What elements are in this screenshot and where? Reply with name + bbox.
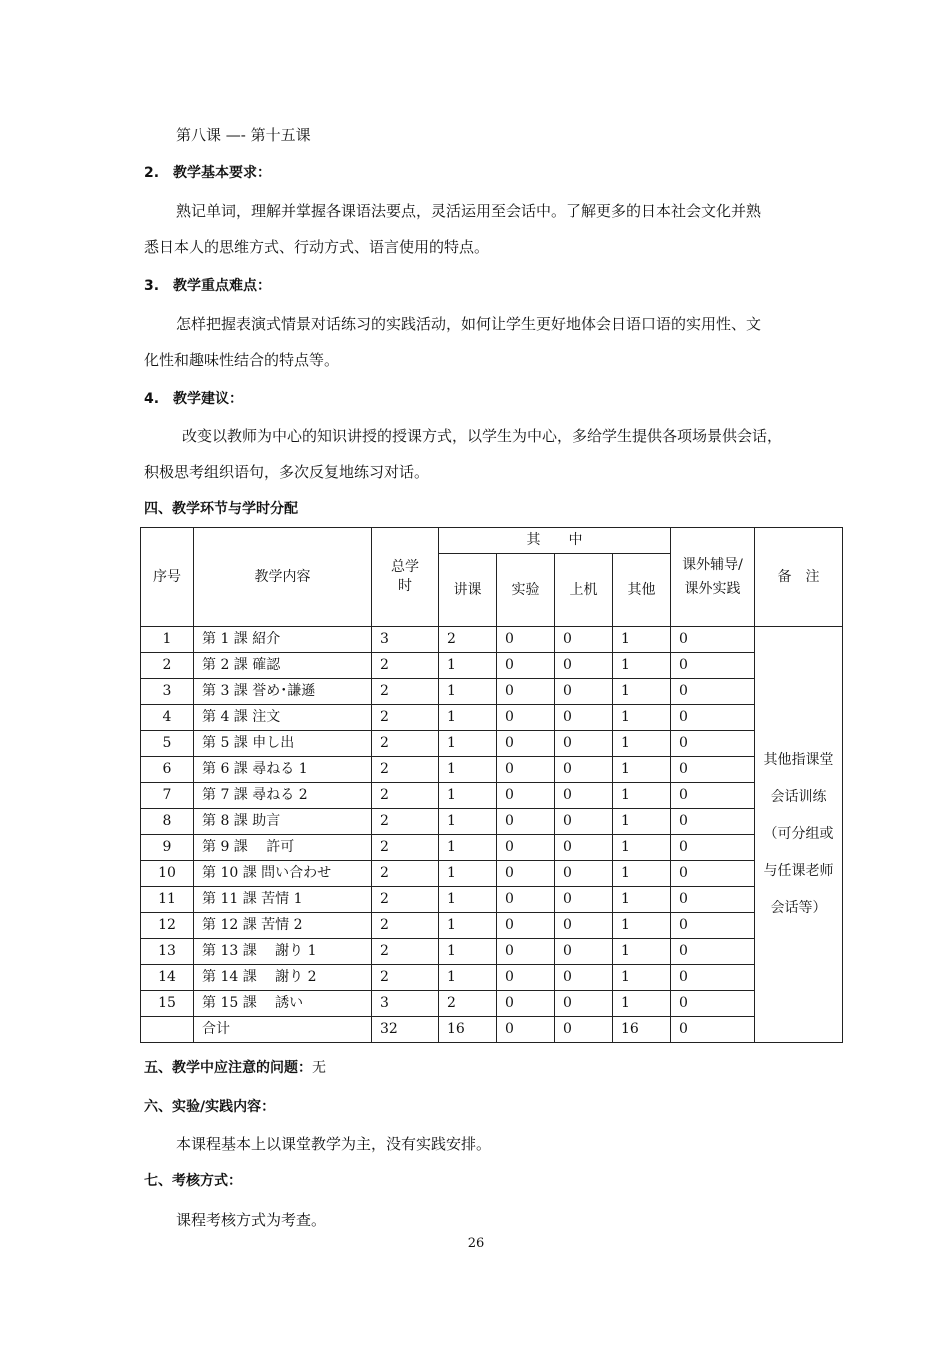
row-machine: 0: [555, 965, 613, 991]
row-lecture: 1: [439, 809, 497, 835]
row-content: 第 1 課 紹介: [194, 627, 372, 653]
row-outside: 0: [671, 835, 755, 861]
remark-cell: 其他指课堂会话训练（可分组或与任课老师会话等）: [755, 627, 843, 1043]
section-five-value: 无: [312, 1060, 326, 1076]
header-machine: 上机: [555, 554, 613, 627]
row-outside: 0: [671, 1017, 755, 1043]
row-experiment: 0: [497, 913, 555, 939]
row-lecture: 1: [439, 731, 497, 757]
table-row: [141, 653, 843, 679]
row-other: 1: [613, 809, 671, 835]
row-content: 第 7 課 尋ねる 2: [194, 783, 372, 809]
row-total: 2: [372, 757, 439, 783]
row-lecture: 2: [439, 991, 497, 1017]
row-other: 1: [613, 679, 671, 705]
row-machine: 0: [555, 627, 613, 653]
row-no: 15: [141, 991, 194, 1017]
row-no: 1: [141, 627, 194, 653]
row-experiment: 0: [497, 1017, 555, 1043]
table-row: [141, 783, 843, 809]
section-4-body-line2: 积极思考组织语句，多次反复地练习对话。: [144, 463, 430, 481]
table-row: [141, 835, 843, 861]
row-experiment: 0: [497, 653, 555, 679]
row-total: 2: [372, 913, 439, 939]
row-lecture: 2: [439, 627, 497, 653]
row-content: 第 14 課 謝り 2: [194, 965, 372, 991]
row-machine: 0: [555, 783, 613, 809]
row-experiment: 0: [497, 731, 555, 757]
row-no: 11: [141, 887, 194, 913]
row-experiment: 0: [497, 939, 555, 965]
row-outside: 0: [671, 731, 755, 757]
row-content: 第 15 課 誘い: [194, 991, 372, 1017]
row-other: 1: [613, 991, 671, 1017]
row-other: 1: [613, 705, 671, 731]
row-experiment: 0: [497, 809, 555, 835]
row-content: 第 3 課 誉め･謙遜: [194, 679, 372, 705]
row-lecture: 16: [439, 1017, 497, 1043]
header-other: 其他: [613, 554, 671, 627]
row-outside: 0: [671, 913, 755, 939]
row-outside: 0: [671, 809, 755, 835]
row-other: 1: [613, 731, 671, 757]
row-other: 1: [613, 861, 671, 887]
table-row: [141, 679, 843, 705]
row-outside: 0: [671, 757, 755, 783]
table-row: [141, 965, 843, 991]
row-content: 第 5 課 申し出: [194, 731, 372, 757]
row-lecture: 1: [439, 835, 497, 861]
table-row: [141, 1017, 843, 1043]
row-experiment: 0: [497, 965, 555, 991]
row-experiment: 0: [497, 835, 555, 861]
row-outside: 0: [671, 627, 755, 653]
row-no: 2: [141, 653, 194, 679]
row-experiment: 0: [497, 783, 555, 809]
row-outside: 0: [671, 887, 755, 913]
row-experiment: 0: [497, 679, 555, 705]
row-machine: 0: [555, 653, 613, 679]
row-outside: 0: [671, 679, 755, 705]
row-machine: 0: [555, 913, 613, 939]
section-seven-body: 课程考核方式为考查。: [176, 1211, 327, 1229]
row-experiment: 0: [497, 627, 555, 653]
section-six-body: 本课程基本上以课堂教学为主，没有实践安排。: [176, 1135, 492, 1153]
row-no: 4: [141, 705, 194, 731]
table-row: [141, 809, 843, 835]
table-row: [141, 731, 843, 757]
row-no: 7: [141, 783, 194, 809]
row-lecture: 1: [439, 861, 497, 887]
row-no: [141, 1017, 194, 1043]
row-other: 16: [613, 1017, 671, 1043]
section-five: [144, 1058, 326, 1078]
row-lecture: 1: [439, 913, 497, 939]
section-four-heading: 四、教学环节与学时分配: [144, 501, 298, 517]
row-no: 14: [141, 965, 194, 991]
row-other: 1: [613, 783, 671, 809]
row-content: 第 13 課 謝り 1: [194, 939, 372, 965]
row-total: 2: [372, 731, 439, 757]
row-total: 2: [372, 835, 439, 861]
row-content: 第 2 課 確認: [194, 653, 372, 679]
row-other: 1: [613, 757, 671, 783]
header-no: 序号: [141, 528, 194, 627]
row-outside: 0: [671, 965, 755, 991]
table-row: [141, 757, 843, 783]
header-remark: 备 注: [755, 528, 843, 627]
row-no: 10: [141, 861, 194, 887]
row-lecture: 1: [439, 705, 497, 731]
row-lecture: 1: [439, 757, 497, 783]
row-other: 1: [613, 887, 671, 913]
row-outside: 0: [671, 653, 755, 679]
row-outside: 0: [671, 991, 755, 1017]
section-2-body-line1: 熟记单词，理解并掌握各课语法要点，灵活运用至会话中。了解更多的日本社会文化并熟: [176, 202, 762, 220]
row-no: 9: [141, 835, 194, 861]
table-row: [141, 939, 843, 965]
row-experiment: 0: [497, 861, 555, 887]
section-six-heading: 六、实验/实践内容：: [144, 1099, 276, 1115]
row-machine: 0: [555, 757, 613, 783]
row-content: 第 6 課 尋ねる 1: [194, 757, 372, 783]
section-3-body-line2: 化性和趣味性结合的特点等。: [144, 351, 340, 369]
row-machine: 0: [555, 835, 613, 861]
row-outside: 0: [671, 783, 755, 809]
row-content: 第 8 課 助言: [194, 809, 372, 835]
row-machine: 0: [555, 809, 613, 835]
section-3-body-line1: 怎样把握表演式情景对话练习的实践活动，如何让学生更好地体会日语口语的实用性、文: [176, 315, 762, 333]
section-3-heading: 3. 教学重点难点：: [144, 278, 272, 294]
row-content: 第 4 課 注文: [194, 705, 372, 731]
table-row: [141, 887, 843, 913]
row-total: 32: [372, 1017, 439, 1043]
row-content: 第 9 課 許可: [194, 835, 372, 861]
row-lecture: 1: [439, 965, 497, 991]
row-total: 2: [372, 965, 439, 991]
header-experiment: 实验: [497, 554, 555, 627]
row-machine: 0: [555, 939, 613, 965]
schedule-table: [140, 527, 843, 1043]
row-total: 2: [372, 809, 439, 835]
row-content: 第 10 課 問い合わせ: [194, 861, 372, 887]
row-total: 2: [372, 887, 439, 913]
row-total: 2: [372, 783, 439, 809]
row-other: 1: [613, 835, 671, 861]
table-row: [141, 627, 843, 653]
row-machine: 0: [555, 887, 613, 913]
row-other: 1: [613, 965, 671, 991]
header-outside: 课外辅导/课外实践: [671, 528, 755, 627]
row-lecture: 1: [439, 783, 497, 809]
row-machine: 0: [555, 1017, 613, 1043]
row-total: 3: [372, 991, 439, 1017]
section-2-heading: 2. 教学基本要求：: [144, 165, 272, 181]
row-experiment: 0: [497, 991, 555, 1017]
table-row: [141, 913, 843, 939]
row-total: 3: [372, 627, 439, 653]
row-lecture: 1: [439, 679, 497, 705]
row-outside: 0: [671, 705, 755, 731]
row-no: 12: [141, 913, 194, 939]
row-lecture: 1: [439, 939, 497, 965]
row-experiment: 0: [497, 887, 555, 913]
row-total: 2: [372, 705, 439, 731]
row-machine: 0: [555, 731, 613, 757]
table-row: [141, 861, 843, 887]
row-content: 合计: [194, 1017, 372, 1043]
row-no: 13: [141, 939, 194, 965]
row-no: 6: [141, 757, 194, 783]
row-experiment: 0: [497, 757, 555, 783]
section-seven-heading: 七、考核方式：: [144, 1173, 242, 1189]
page-number: 26: [467, 1236, 485, 1251]
header-among: 其 中: [439, 528, 671, 554]
row-no: 5: [141, 731, 194, 757]
row-lecture: 1: [439, 887, 497, 913]
header-total: 总学时: [372, 528, 439, 627]
table-row: [141, 705, 843, 731]
lesson-range: 第八课 —- 第十五课: [176, 126, 311, 144]
row-total: 2: [372, 861, 439, 887]
section-4-heading: 4. 教学建议：: [144, 391, 244, 407]
table-row: [141, 991, 843, 1017]
row-total: 2: [372, 679, 439, 705]
row-machine: 0: [555, 705, 613, 731]
row-content: 第 11 課 苦情 1: [194, 887, 372, 913]
row-outside: 0: [671, 939, 755, 965]
row-machine: 0: [555, 861, 613, 887]
row-no: 8: [141, 809, 194, 835]
section-4-body-line1: 改变以教师为中心的知识讲授的授课方式，以学生为中心，多给学生提供各项场景供会话，: [182, 427, 783, 445]
header-content: 教学内容: [194, 528, 372, 627]
section-2-body-line2: 悉日本人的思维方式、行动方式、语言使用的特点。: [144, 238, 490, 256]
row-outside: 0: [671, 861, 755, 887]
row-machine: 0: [555, 679, 613, 705]
header-lecture: 讲课: [439, 554, 497, 627]
section-five-heading: 五、教学中应注意的问题：: [144, 1060, 312, 1076]
row-lecture: 1: [439, 653, 497, 679]
row-experiment: 0: [497, 705, 555, 731]
row-other: 1: [613, 939, 671, 965]
row-other: 1: [613, 913, 671, 939]
row-other: 1: [613, 653, 671, 679]
row-no: 3: [141, 679, 194, 705]
row-content: 第 12 課 苦情 2: [194, 913, 372, 939]
row-machine: 0: [555, 991, 613, 1017]
row-total: 2: [372, 939, 439, 965]
row-other: 1: [613, 627, 671, 653]
row-total: 2: [372, 653, 439, 679]
